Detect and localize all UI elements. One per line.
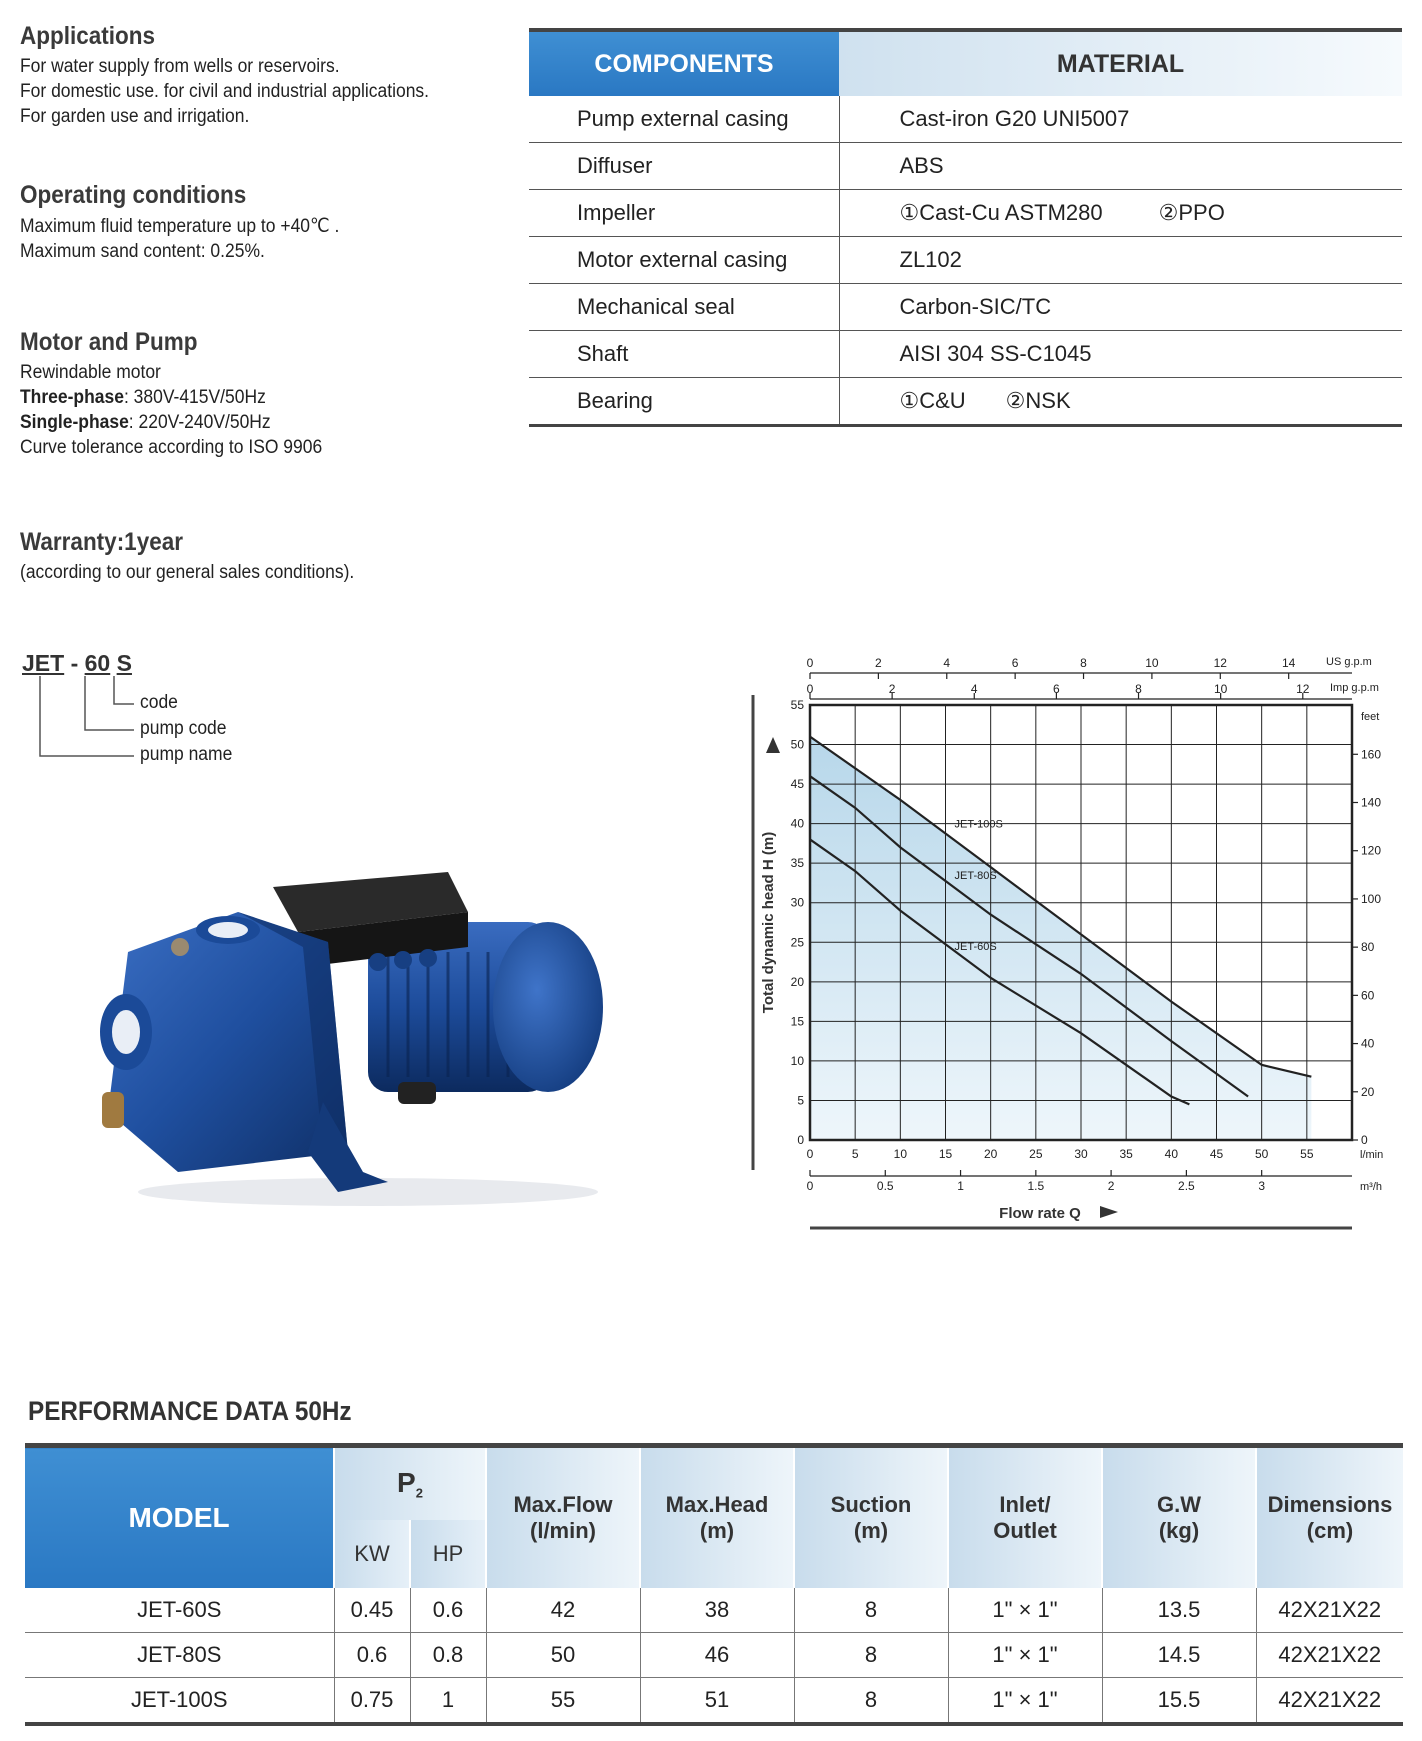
applications-line-1: For water supply from wells or reservoirs. bbox=[20, 56, 340, 77]
performance-title: PERFORMANCE DATA 50Hz bbox=[28, 1396, 352, 1426]
x-unit-label: l/min bbox=[1360, 1149, 1384, 1161]
impgpm-tick-label: 6 bbox=[1053, 682, 1060, 696]
material-text: ZL102 bbox=[899, 247, 962, 272]
naming-part-s: S bbox=[116, 650, 132, 676]
m3h-tick-label: 1.5 bbox=[1027, 1179, 1045, 1193]
hp-cell: 0.6 bbox=[410, 1588, 486, 1633]
inlet-cell: 1" × 1" bbox=[948, 1678, 1102, 1725]
single-phase-label: Single-phase bbox=[20, 412, 129, 433]
material-cell bbox=[839, 378, 1402, 426]
gw-cell: 14.5 bbox=[1102, 1633, 1256, 1678]
max-head-line-2: (m) bbox=[699, 1518, 735, 1543]
curve-area-fill bbox=[810, 737, 1311, 1140]
feet-tick-label: 40 bbox=[1361, 1036, 1375, 1051]
series-label: JET-60S bbox=[954, 941, 997, 954]
model-cell: JET-80S bbox=[25, 1633, 334, 1678]
material-text: Cast-iron G20 UNI5007 bbox=[899, 106, 1130, 131]
max-flow-line-1: Max.Flow bbox=[513, 1492, 613, 1517]
motor-line-1: Rewindable motor bbox=[20, 362, 161, 383]
m3h-tick-label: 0.5 bbox=[876, 1179, 894, 1193]
suction-header bbox=[794, 1446, 948, 1589]
y-axis-arrow bbox=[766, 737, 780, 753]
impgpm-tick-label: 4 bbox=[970, 682, 978, 696]
max-flow-header bbox=[486, 1446, 640, 1589]
usgpm-tick-label: 6 bbox=[1011, 656, 1019, 670]
material-header: MATERIAL bbox=[839, 30, 1402, 96]
inlet-header bbox=[948, 1446, 1102, 1589]
y-tick-label: 50 bbox=[790, 737, 804, 752]
kw-header: KW bbox=[334, 1520, 410, 1588]
component-cell: Mechanical seal bbox=[529, 284, 839, 331]
motor-three-phase bbox=[20, 387, 266, 409]
performance-curve-chart bbox=[745, 640, 1405, 1222]
material-text-alt: ②PPO bbox=[1158, 200, 1225, 225]
component-cell: Shaft bbox=[529, 331, 839, 378]
component-cell: Diffuser bbox=[529, 143, 839, 190]
series-label: JET-100S bbox=[954, 818, 1003, 831]
feet-tick-label: 100 bbox=[1361, 891, 1382, 906]
naming-leader-lines bbox=[22, 676, 152, 780]
material-cell bbox=[839, 331, 1402, 378]
usgpm-tick-label: 14 bbox=[1281, 656, 1296, 670]
m3h-tick-label: 1 bbox=[957, 1179, 964, 1193]
table-row bbox=[529, 237, 1402, 284]
head-cell: 38 bbox=[640, 1588, 794, 1633]
x-tick-label: 35 bbox=[1119, 1147, 1133, 1161]
table-row bbox=[529, 284, 1402, 331]
hp-header: HP bbox=[410, 1520, 486, 1588]
component-cell: Pump external casing bbox=[529, 96, 839, 143]
component-cell: Impeller bbox=[529, 190, 839, 237]
feet-tick-label: 80 bbox=[1361, 940, 1375, 955]
hp-cell: 1 bbox=[410, 1678, 486, 1725]
p2-label: P bbox=[397, 1467, 416, 1499]
model-cell: JET-100S bbox=[25, 1678, 334, 1725]
y-tick-label: 15 bbox=[790, 1014, 804, 1029]
x-axis-arrow bbox=[1100, 1206, 1118, 1218]
applications-line-2: For domestic use. for civil and industrial applications. bbox=[20, 81, 430, 102]
usgpm-unit-label: US g.p.m bbox=[1326, 656, 1372, 668]
x-tick-label: 30 bbox=[1074, 1147, 1088, 1161]
y-tick-label: 45 bbox=[790, 777, 804, 792]
components-table bbox=[529, 28, 1402, 427]
dimensions-line-1: Dimensions bbox=[1267, 1492, 1393, 1517]
impgpm-tick-label: 10 bbox=[1213, 682, 1228, 696]
y-tick-label: 10 bbox=[790, 1053, 804, 1068]
impgpm-tick-label: 2 bbox=[888, 682, 896, 696]
suction-line-2: (m) bbox=[853, 1518, 889, 1543]
y-tick-label: 30 bbox=[790, 895, 804, 910]
material-cell bbox=[839, 96, 1402, 143]
feet-tick-label: 120 bbox=[1361, 843, 1382, 858]
y-tick-label: 35 bbox=[790, 856, 804, 871]
motor-single-phase bbox=[20, 412, 271, 434]
naming-code-text bbox=[22, 650, 132, 677]
gw-header bbox=[1102, 1446, 1256, 1589]
feet-tick-label: 140 bbox=[1361, 795, 1382, 810]
material-text: ABS bbox=[899, 153, 944, 178]
model-header: MODEL bbox=[25, 1446, 334, 1589]
m3h-tick-label: 2 bbox=[1107, 1179, 1115, 1193]
material-cell bbox=[839, 284, 1402, 331]
dimensions-cell: 42X21X22 bbox=[1256, 1633, 1403, 1678]
x-tick-label: 0 bbox=[806, 1147, 814, 1161]
usgpm-tick-label: 12 bbox=[1213, 656, 1227, 670]
suction-cell: 8 bbox=[794, 1588, 948, 1633]
impgpm-tick-label: 0 bbox=[806, 682, 814, 696]
flow-cell: 42 bbox=[486, 1588, 640, 1633]
operating-line-1: Maximum fluid temperature up to +40℃ . bbox=[20, 216, 340, 237]
model-cell: JET-60S bbox=[25, 1588, 334, 1633]
max-head-header bbox=[640, 1446, 794, 1589]
applications-title: Applications bbox=[20, 22, 156, 50]
motor-title: Motor and Pump bbox=[20, 328, 198, 356]
operating-line-2: Maximum sand content: 0.25%. bbox=[20, 241, 265, 262]
motor-line-4: Curve tolerance according to ISO 9906 bbox=[20, 437, 323, 458]
p2-header bbox=[334, 1446, 486, 1521]
y-tick-label: 40 bbox=[790, 816, 804, 831]
x-tick-label: 25 bbox=[1029, 1147, 1043, 1161]
naming-diagram bbox=[22, 650, 302, 780]
kw-cell: 0.45 bbox=[334, 1588, 410, 1633]
feet-tick-label: 0 bbox=[1361, 1133, 1368, 1147]
naming-pump-name-label: pump name bbox=[140, 744, 233, 765]
impgpm-unit-label: Imp g.p.m bbox=[1330, 682, 1379, 694]
flow-cell: 50 bbox=[486, 1633, 640, 1678]
material-cell bbox=[839, 143, 1402, 190]
m3h-tick-label: 3 bbox=[1258, 1179, 1266, 1193]
x-tick-label: 40 bbox=[1164, 1147, 1179, 1161]
table-row bbox=[25, 1588, 1403, 1633]
max-head-line-1: Max.Head bbox=[665, 1492, 769, 1517]
naming-pump-code-label: pump code bbox=[140, 718, 227, 739]
x-tick-label: 15 bbox=[938, 1147, 953, 1161]
material-cell bbox=[839, 190, 1402, 237]
performance-table bbox=[25, 1443, 1403, 1726]
flow-cell: 55 bbox=[486, 1678, 640, 1725]
series-label: JET-80S bbox=[954, 870, 997, 882]
x-tick-label: 55 bbox=[1300, 1147, 1314, 1161]
applications-line-3: For garden use and irrigation. bbox=[20, 106, 250, 127]
usgpm-tick-label: 2 bbox=[875, 656, 882, 670]
three-phase-label: Three-phase bbox=[20, 387, 124, 408]
naming-part-jet: JET bbox=[22, 650, 65, 676]
feet-tick-label: 160 bbox=[1361, 747, 1382, 762]
feet-unit-label: feet bbox=[1361, 711, 1380, 723]
x-tick-label: 10 bbox=[893, 1147, 908, 1161]
gw-line-1: G.W bbox=[1157, 1492, 1201, 1517]
inlet-line-1: Inlet/ bbox=[999, 1492, 1051, 1517]
m3h-tick-label: 2.5 bbox=[1178, 1179, 1195, 1193]
operating-title: Operating conditions bbox=[20, 181, 247, 209]
material-text: AISI 304 SS-C1045 bbox=[899, 341, 1092, 366]
x-tick-label: 20 bbox=[983, 1147, 998, 1161]
table-row bbox=[529, 96, 1402, 143]
p2-subscript: 2 bbox=[415, 1485, 423, 1501]
usgpm-tick-label: 0 bbox=[806, 656, 814, 670]
y-tick-label: 25 bbox=[790, 935, 804, 950]
table-row bbox=[529, 143, 1402, 190]
y-axis-title: Total dynamic head H (m) bbox=[760, 831, 777, 1014]
y-tick-label: 55 bbox=[790, 698, 804, 712]
gw-cell: 13.5 bbox=[1102, 1588, 1256, 1633]
hp-cell: 0.8 bbox=[410, 1633, 486, 1678]
material-text: ①Cast-Cu ASTM280 bbox=[899, 200, 1103, 225]
inlet-cell: 1" × 1" bbox=[948, 1588, 1102, 1633]
naming-code-label: code bbox=[140, 692, 178, 713]
table-row bbox=[529, 331, 1402, 378]
suction-cell: 8 bbox=[794, 1678, 948, 1725]
pump-image bbox=[88, 852, 648, 1217]
dimensions-cell: 42X21X22 bbox=[1256, 1588, 1403, 1633]
suction-cell: 8 bbox=[794, 1633, 948, 1678]
table-row bbox=[529, 378, 1402, 426]
components-header: COMPONENTS bbox=[529, 30, 839, 96]
y-tick-label: 0 bbox=[797, 1133, 804, 1147]
kw-cell: 0.75 bbox=[334, 1678, 410, 1725]
x-tick-label: 45 bbox=[1209, 1147, 1224, 1161]
warranty-line: (according to our general sales conditions). bbox=[20, 562, 355, 583]
three-phase-value: : 380V-415V/50Hz bbox=[123, 387, 266, 408]
impgpm-tick-label: 8 bbox=[1135, 682, 1142, 696]
m3h-tick-label: 0 bbox=[806, 1179, 814, 1193]
dimensions-line-2: (cm) bbox=[1306, 1518, 1354, 1543]
material-cell bbox=[839, 237, 1402, 284]
feet-tick-label: 20 bbox=[1361, 1084, 1375, 1099]
head-cell: 46 bbox=[640, 1633, 794, 1678]
inlet-line-2: Outlet bbox=[993, 1518, 1057, 1543]
usgpm-tick-label: 10 bbox=[1145, 656, 1159, 670]
component-cell: Bearing bbox=[529, 378, 839, 426]
inlet-cell: 1" × 1" bbox=[948, 1633, 1102, 1678]
kw-cell: 0.6 bbox=[334, 1633, 410, 1678]
table-row bbox=[25, 1678, 1403, 1725]
impgpm-tick-label: 12 bbox=[1296, 682, 1310, 696]
m3h-unit-label: m³/h bbox=[1360, 1181, 1382, 1193]
component-cell: Motor external casing bbox=[529, 237, 839, 284]
max-flow-line-2: (l/min) bbox=[530, 1518, 596, 1543]
material-text: ①C&U bbox=[899, 388, 966, 413]
material-text: Carbon-SIC/TC bbox=[899, 294, 1052, 319]
suction-line-1: Suction bbox=[830, 1492, 912, 1517]
material-text-alt: ②NSK bbox=[1005, 388, 1071, 413]
naming-part-dash: - bbox=[64, 650, 85, 676]
head-cell: 51 bbox=[640, 1678, 794, 1725]
x-axis-title: Flow rate Q bbox=[999, 1205, 1081, 1222]
y-tick-label: 5 bbox=[797, 1093, 804, 1108]
gw-line-2: (kg) bbox=[1158, 1518, 1200, 1543]
table-row bbox=[25, 1633, 1403, 1678]
usgpm-tick-label: 8 bbox=[1080, 656, 1087, 670]
naming-part-60: 60 bbox=[84, 650, 111, 676]
warranty-title: Warranty:1year bbox=[20, 528, 183, 556]
y-tick-label: 20 bbox=[790, 974, 804, 989]
x-tick-label: 50 bbox=[1254, 1147, 1269, 1161]
single-phase-value: : 220V-240V/50Hz bbox=[128, 412, 271, 433]
table-row bbox=[529, 190, 1402, 237]
x-tick-label: 5 bbox=[851, 1147, 859, 1161]
gw-cell: 15.5 bbox=[1102, 1678, 1256, 1725]
feet-tick-label: 60 bbox=[1361, 988, 1375, 1003]
dimensions-cell: 42X21X22 bbox=[1256, 1678, 1403, 1725]
usgpm-tick-label: 4 bbox=[943, 656, 951, 670]
dimensions-header bbox=[1256, 1446, 1403, 1589]
